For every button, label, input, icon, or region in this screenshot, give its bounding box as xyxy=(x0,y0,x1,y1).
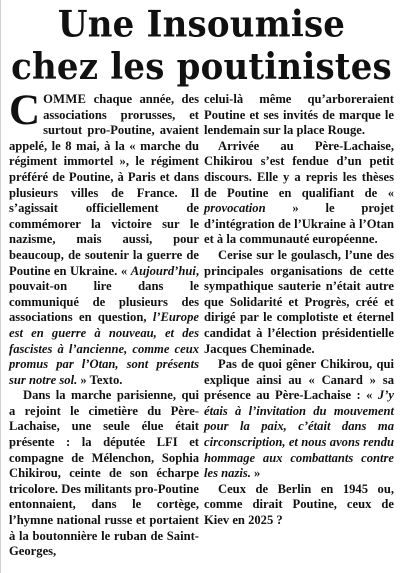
headline-line-2: chez les poutinistes xyxy=(11,46,392,89)
text-run: Arrivée au Père-Lachaise, Chikirou s’est fendue d’un petit discours. Elle y a repris les thèses de Poutine en qualifiant de « xyxy=(204,138,394,200)
text-run: » Texto. xyxy=(77,372,123,387)
paragraph-runs xyxy=(204,139,394,247)
text-run: , pouvait-on lire dans le communiqué de plusieurs des associations en question, xyxy=(9,263,199,325)
italic-text: provocation xyxy=(204,201,266,216)
text-run: » xyxy=(250,466,261,481)
text-run: chaque année, des associations prorusses, et surtout pro-Poutine, avaient appelé, le 8 mai, à la « marche du régiment immortel », le régiment préféré de Poutine, à Paris et dans plusieurs villes de France. Il s’agissait officiellement de commémorer la victoire sur le nazisme, mais aussi, pour beaucoup, de soutenir la guerre de Poutine en Ukraine. « xyxy=(9,92,199,278)
paragraph: Cerise sur le goulasch, l’une des principales organisations de cette sympathique sauterie n’était autre que Solidarité et Progrès, créé et dirigé par le complotiste et éternel candidat à l’élection présidentielle Jacques Cheminade. xyxy=(204,247,394,356)
paragraph: Ceux de Berlin en 1945 ou, comme dirait Poutine, ceux de Kiev en 2025 ? xyxy=(204,481,394,528)
text-run: OMME xyxy=(43,92,87,106)
headline xyxy=(9,4,394,89)
text-run: » le projet d’intégration de l’Ukraine à l’Otan et à la communauté européenne. xyxy=(204,201,394,247)
article-body xyxy=(9,87,394,560)
paragraph xyxy=(9,87,199,388)
text-run: Pas de quoi gêner Chikirou, qui explique ainsi au « Canard » sa présence au Père-Lachaise : « xyxy=(204,357,394,403)
column-left xyxy=(9,87,199,560)
paragraph-runs xyxy=(204,357,394,480)
italic-text: l’Europe est en guerre à nouveau, et des fascistes à l’ancienne, comme ceux promus par l’Otan, sont présents sur notre sol. xyxy=(9,310,199,387)
paragraph: Dans la marche parisienne, qui a rejoint le cimetière du Père-Lachaise, une seule élue était présente : la députée LFI et compagne de Mélenchon, Sophia Chikirou, ceinte de son écharpe tricolore. Des militants pro-Poutine entonnaient, dans le cortège, l’hymne national russe et portaient à la boutonnière le ruban de Saint-Georges, xyxy=(9,388,199,559)
paragraph xyxy=(204,139,394,248)
italic-text: J’y étais à l’invitation du mouvement pour la paix, c’était dans ma circonscription, et nous avons rendu hommage aux combattants contre les nazis. xyxy=(204,388,394,481)
headline-line-1: Une Insoumise xyxy=(57,3,346,46)
paragraph-runs xyxy=(9,87,199,387)
italic-text: Aujourd’hui xyxy=(130,263,196,278)
paragraph: celui-là même qu’arboreraient Poutine et ses invités de marque le lendemain sur la place Rouge. xyxy=(204,92,394,138)
column-right xyxy=(204,92,394,560)
drop-cap: C xyxy=(9,87,41,134)
paragraph xyxy=(204,357,394,482)
